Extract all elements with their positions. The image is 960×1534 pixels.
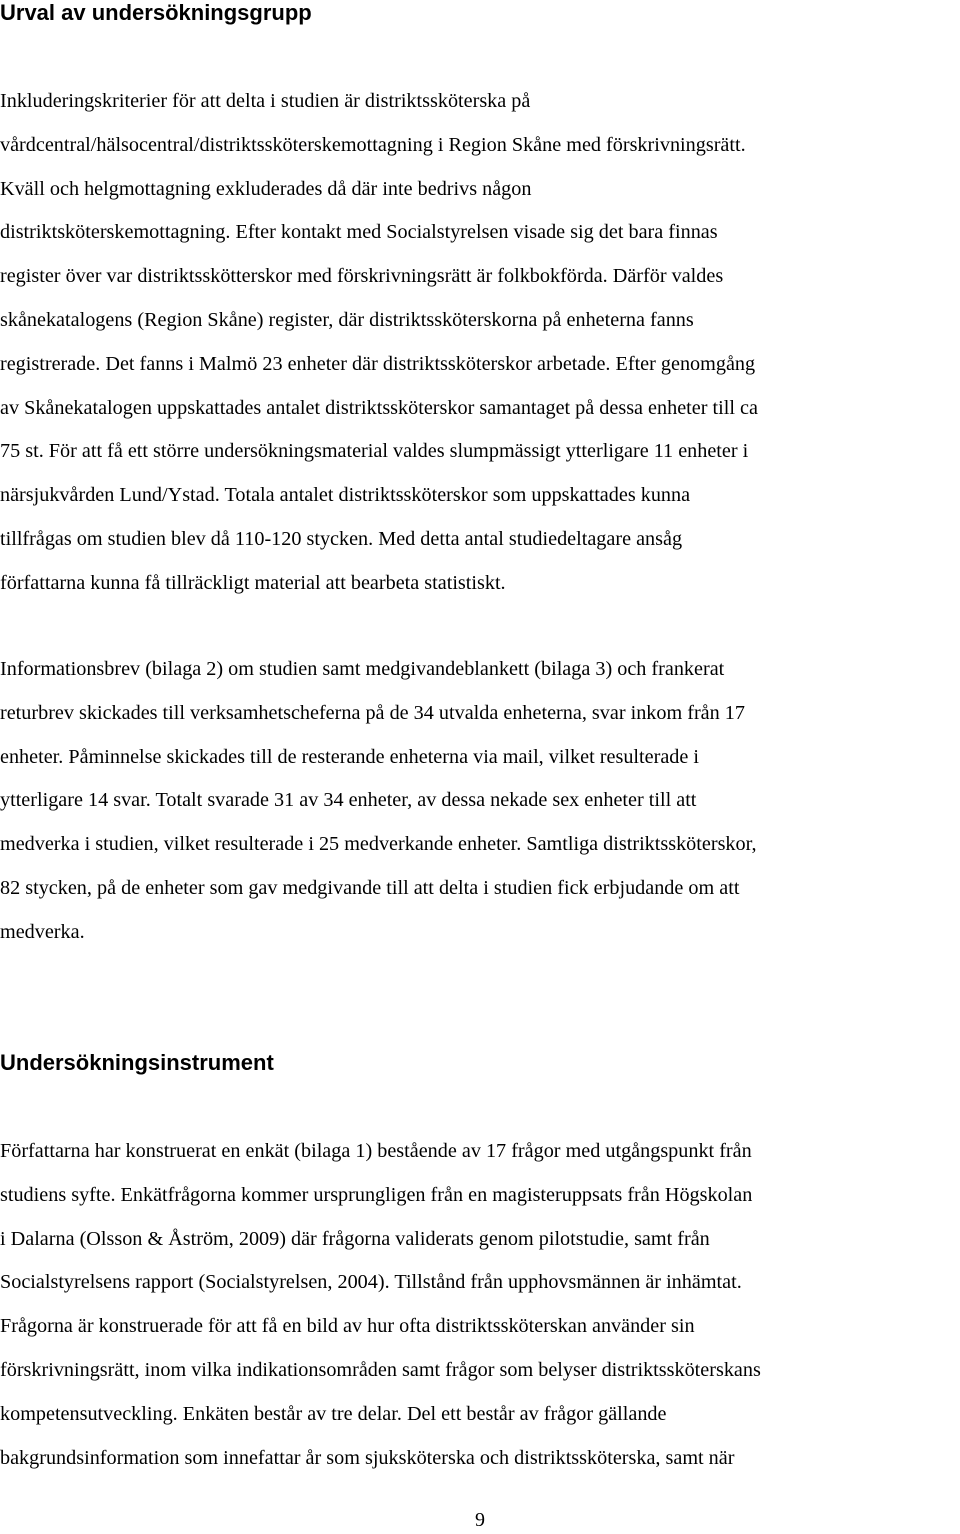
text-line: tillfrågas om studien blev då 110-120 stycken. Med detta antal studiedeltagare ansåg xyxy=(0,527,683,550)
text-line: medverka i studien, vilket resulterade i 25 medverkande enheter. Samtliga distriktssköterskor, xyxy=(0,833,757,856)
text-line: returbrev skickades till verksamhetscheferna på de 34 utvalda enheterna, svar inkom från 17 xyxy=(0,701,745,724)
text-line: förskrivningsrätt, inom vilka indikationsområden samt frågor som belyser distriktssköterskans xyxy=(0,1358,761,1381)
text-line: enheter. Påminnelse skickades till de resterande enheterna via mail, vilket resulterade i xyxy=(0,745,700,768)
text-line: Inkluderingskriterier för att delta i studien är distriktssköterska på xyxy=(0,90,531,112)
text-line: kompetensutveckling. Enkäten består av tre delar. Del ett består av frågor gällande xyxy=(0,1402,667,1425)
text-line: ytterligare 14 svar. Totalt svarade 31 av 34 enheter, av dessa nekade sex enheter till att xyxy=(0,789,697,812)
text-line: medverka. xyxy=(0,920,85,943)
text-line: skånekatalogens (Region Skåne) register, där distriktssköterskorna på enheterna fanns xyxy=(0,308,694,331)
text-line: av Skånekatalogen uppskattades antalet distriktssköterskor samantaget på dessa enheter till ca xyxy=(0,396,758,419)
text-line: bakgrundsinformation som innefattar år som sjuksköterska och distriktssköterska, samt när xyxy=(0,1446,735,1469)
text-line: närsjukvården Lund/Ystad. Totala antalet distriktssköterskor som uppskattades kunna xyxy=(0,484,691,507)
text-line: Kväll och helgmottagning exkluderades då där inte bedrivs någon xyxy=(0,177,532,200)
section-heading-urval: Urval av undersökningsgrupp xyxy=(0,0,312,25)
text-line: studiens syfte. Enkätfrågorna kommer ursprungligen från en magisteruppsats från Högskolan xyxy=(0,1183,753,1206)
text-line: Informationsbrev (bilaga 2) om studien samt medgivandeblankett (bilaga 3) och frankerat xyxy=(0,658,725,680)
text-line: Frågorna är konstruerade för att få en bild av hur ofta distriktssköterskan använder sin xyxy=(0,1315,695,1338)
paragraph-inclusion-criteria xyxy=(0,80,960,606)
text-line: Författarna har konstruerat en enkät (bilaga 1) bestående av 17 frågor med utgångspunkt från xyxy=(0,1140,752,1162)
section-heading-instrument: Undersökningsinstrument xyxy=(0,1050,274,1075)
paragraph-information-letter xyxy=(0,648,960,955)
text-line: 75 st. För att få ett större undersökningsmaterial valdes slumpmässigt ytterligare 11 enheter i xyxy=(0,440,749,463)
text-line: vårdcentral/hälsocentral/distriktssköterskemottagning i Region Skåne med förskrivningsrätt. xyxy=(0,133,746,156)
text-line: 82 stycken, på de enheter som gav medgivande till att delta i studien fick erbjudande om att xyxy=(0,876,740,899)
text-line: distriktsköterskemottagning. Efter kontakt med Socialstyrelsen visade sig det bara finnas xyxy=(0,221,718,244)
text-line: Socialstyrelsens rapport (Socialstyrelsen, 2004). Tillstånd från upphovsmännen är inhämtat. xyxy=(0,1271,742,1294)
paragraph-survey-construction xyxy=(0,1130,960,1480)
text-line: registrerade. Det fanns i Malmö 23 enheter där distriktssköterskor arbetade. Efter genomgång xyxy=(0,352,756,375)
page-number: 9 xyxy=(475,1509,485,1531)
text-line: författarna kunna få tillräckligt material att bearbeta statistiskt. xyxy=(0,571,506,594)
text-line: i Dalarna (Olsson & Åström, 2009) där frågorna validerats genom pilotstudie, samt från xyxy=(0,1227,710,1250)
text-line: register över var distriktsskötterskor med förskrivningsrätt är folkbokförda. Därför valdes xyxy=(0,265,724,288)
